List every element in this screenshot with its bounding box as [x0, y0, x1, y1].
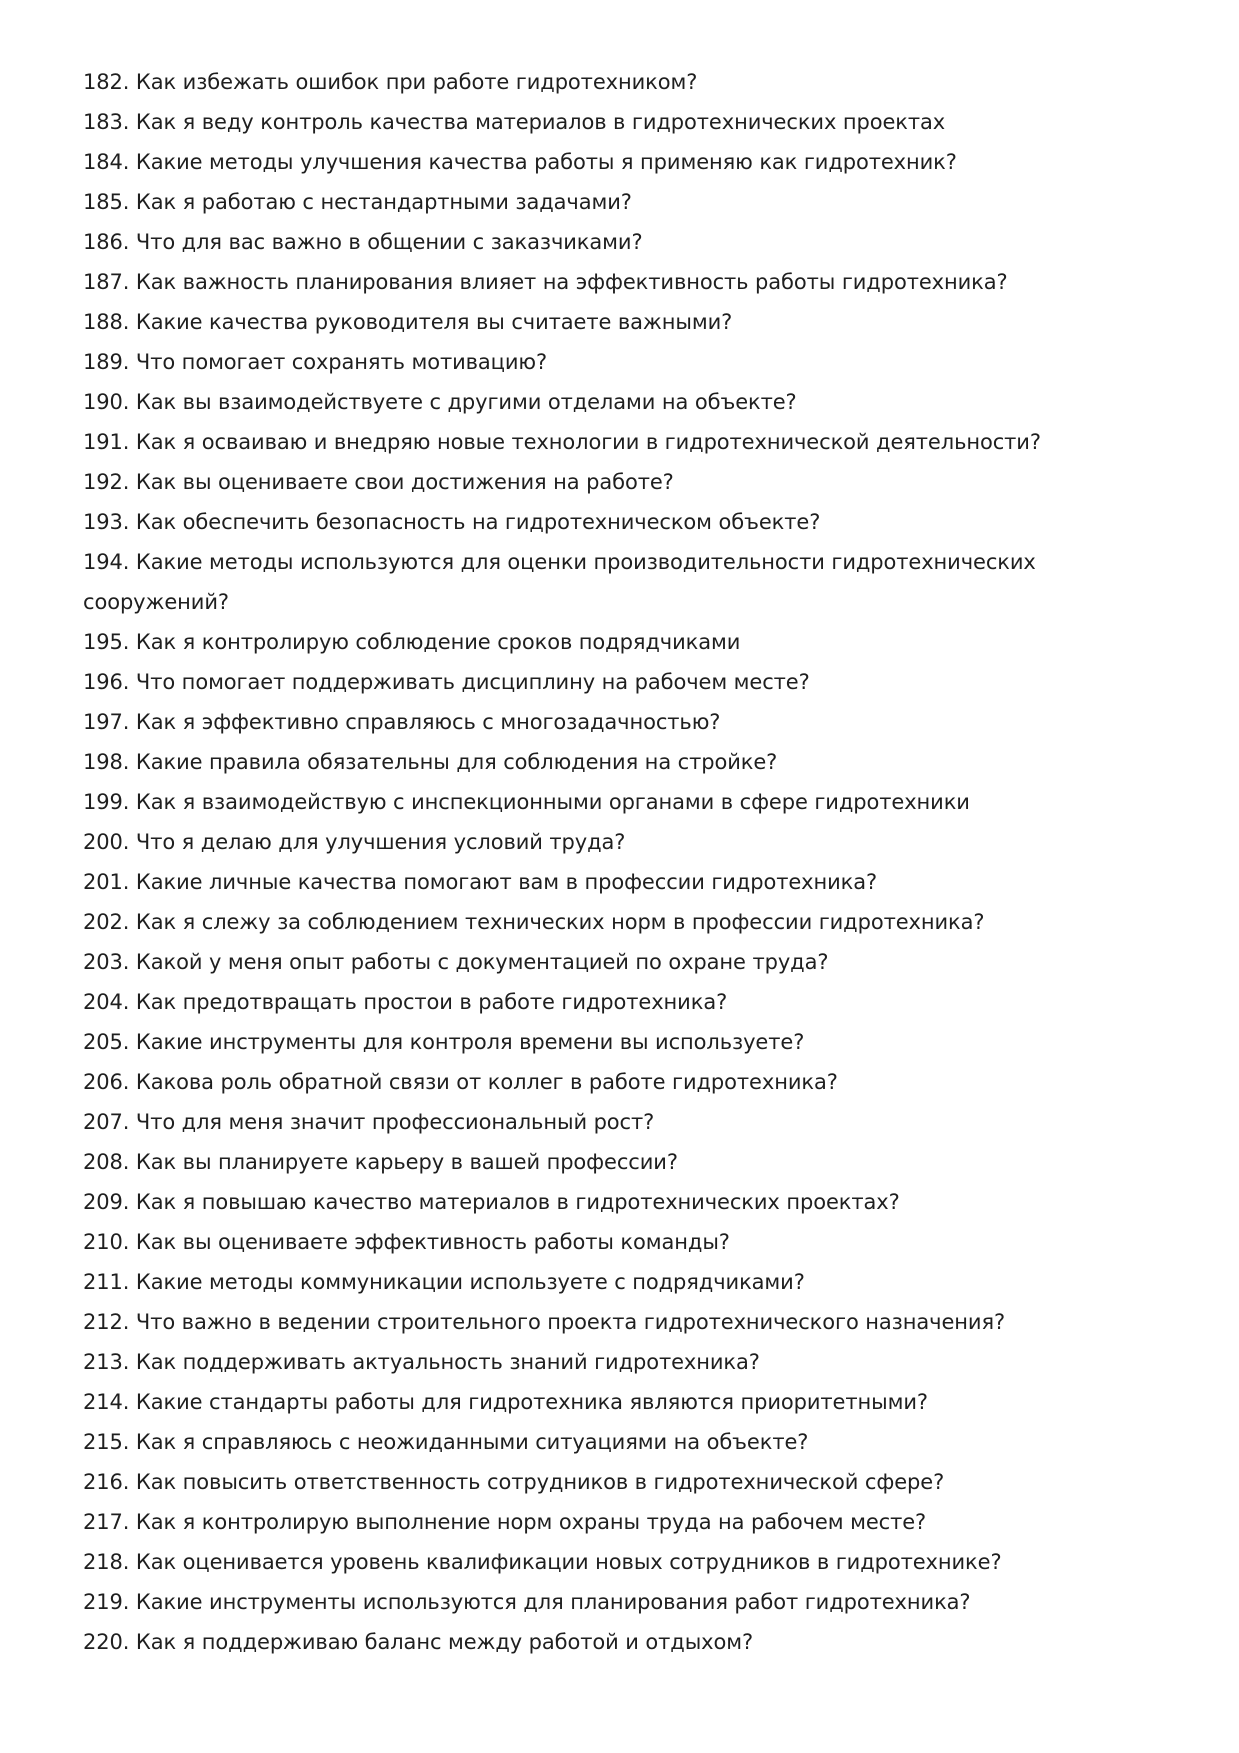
- list-item: 183. Как я веду контроль качества материалов в гидротехнических проектах: [83, 110, 946, 134]
- list-item: 182. Как избежать ошибок при работе гидротехником?: [83, 70, 698, 94]
- list-item: 184. Какие методы улучшения качества работы я применяю как гидротехник?: [83, 150, 957, 174]
- list-item: 186. Что для вас важно в общении с заказчиками?: [83, 230, 643, 254]
- list-item: 204. Как предотвращать простои в работе гидротехника?: [83, 990, 728, 1014]
- list-item: 215. Как я справляюсь с неожиданными ситуациями на объекте?: [83, 1430, 809, 1454]
- list-item: 198. Какие правила обязательны для соблюдения на стройке?: [83, 750, 778, 774]
- list-item: 202. Как я слежу за соблюдением технических норм в профессии гидротехника?: [83, 910, 985, 934]
- list-item: 206. Какова роль обратной связи от коллег в работе гидротехника?: [83, 1070, 838, 1094]
- list-item: 209. Как я повышаю качество материалов в гидротехнических проектах?: [83, 1190, 900, 1214]
- list-item: 216. Как повысить ответственность сотрудников в гидротехнической сфере?: [83, 1470, 945, 1494]
- list-item: 217. Как я контролирую выполнение норм охраны труда на рабочем месте?: [83, 1510, 927, 1534]
- list-item: 193. Как обеспечить безопасность на гидротехническом объекте?: [83, 510, 821, 534]
- list-item: 197. Как я эффективно справляюсь с многозадачностью?: [83, 710, 721, 734]
- list-item: 214. Какие стандарты работы для гидротехника являются приоритетными?: [83, 1390, 928, 1414]
- list-item: 189. Что помогает сохранять мотивацию?: [83, 350, 548, 374]
- list-item: 195. Как я контролирую соблюдение сроков подрядчиками: [83, 630, 741, 654]
- list-item: 188. Какие качества руководителя вы считаете важными?: [83, 310, 733, 334]
- list-item: 210. Как вы оцениваете эффективность работы команды?: [83, 1230, 730, 1254]
- list-item: 207. Что для меня значит профессиональный рост?: [83, 1110, 655, 1134]
- list-item: 219. Какие инструменты используются для планирования работ гидротехника?: [83, 1590, 971, 1614]
- list-item: 201. Какие личные качества помогают вам в профессии гидротехника?: [83, 870, 878, 894]
- list-item: 185. Как я работаю с нестандартными задачами?: [83, 190, 632, 214]
- list-item: 212. Что важно в ведении строительного проекта гидротехнического назначения?: [83, 1310, 1006, 1334]
- list-item: 218. Как оценивается уровень квалификации новых сотрудников в гидротехнике?: [83, 1550, 1002, 1574]
- question-list: [83, 62, 1173, 1662]
- list-item: 199. Как я взаимодействую с инспекционными органами в сфере гидротехники: [83, 790, 970, 814]
- list-item: 205. Какие инструменты для контроля времени вы используете?: [83, 1030, 805, 1054]
- list-item: 213. Как поддерживать актуальность знаний гидротехника?: [83, 1350, 760, 1374]
- list-item: 211. Какие методы коммуникации используете с подрядчиками?: [83, 1270, 805, 1294]
- list-item: 203. Какой у меня опыт работы с документацией по охране труда?: [83, 950, 829, 974]
- list-item: 190. Как вы взаимодействуете с другими отделами на объекте?: [83, 390, 797, 414]
- list-item: 196. Что помогает поддерживать дисциплину на рабочем месте?: [83, 670, 810, 694]
- list-item: 200. Что я делаю для улучшения условий труда?: [83, 830, 626, 854]
- list-item: 194. Какие методы используются для оценки производительности гидротехнических сооружений?: [83, 550, 1036, 614]
- list-item: 220. Как я поддерживаю баланс между работой и отдыхом?: [83, 1630, 754, 1654]
- list-item: 208. Как вы планируете карьеру в вашей профессии?: [83, 1150, 678, 1174]
- list-item: 191. Как я осваиваю и внедряю новые технологии в гидротехнической деятельности?: [83, 430, 1041, 454]
- list-item: 192. Как вы оцениваете свои достижения на работе?: [83, 470, 674, 494]
- list-item: 187. Как важность планирования влияет на эффективность работы гидротехника?: [83, 270, 1008, 294]
